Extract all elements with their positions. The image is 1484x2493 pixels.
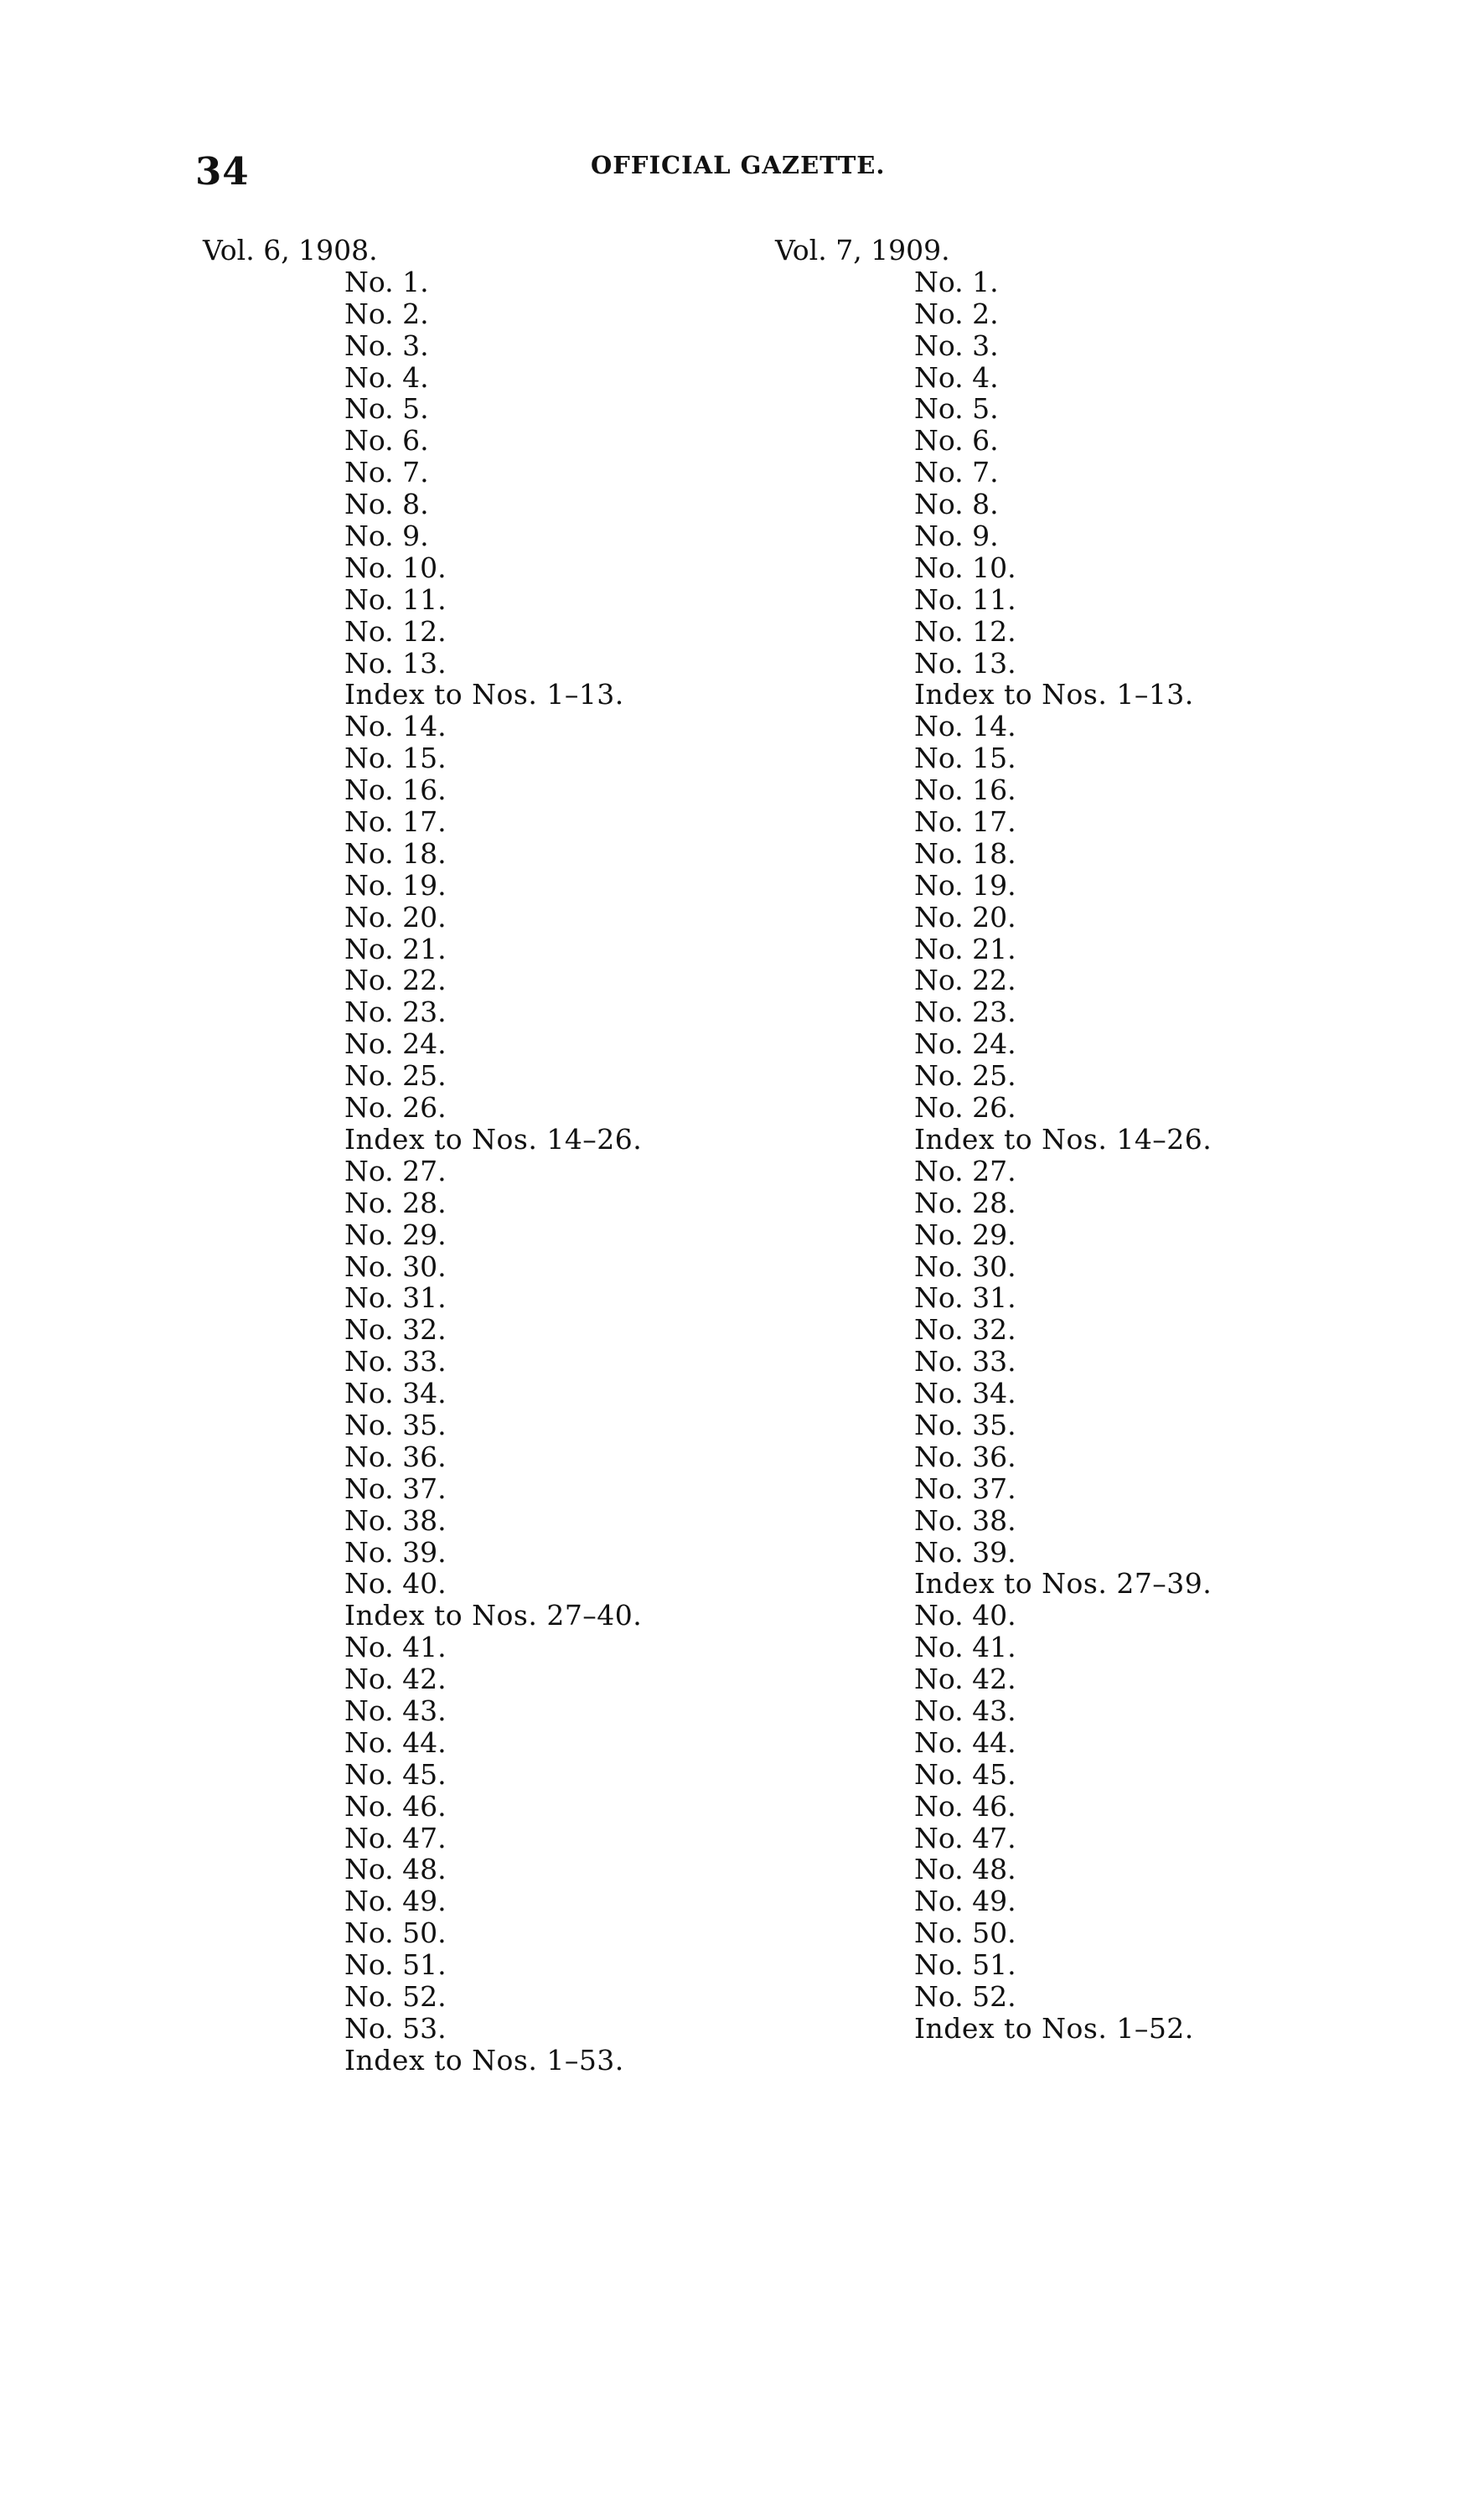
issue-entry: No. 51. [914, 1948, 1016, 1982]
issue-entry: No. 23. [344, 996, 447, 1029]
issue-entry: No. 29. [344, 1218, 447, 1251]
issue-entry: No. 8. [344, 488, 429, 521]
index-entry: Index to Nos. 27–39. [914, 1567, 1213, 1601]
issue-entry: No. 49. [344, 1885, 447, 1918]
issue-entry: No. 15. [914, 742, 1016, 775]
issue-entry: No. 19. [344, 868, 447, 902]
issue-entry: No. 32. [914, 1313, 1016, 1347]
issue-entry: No. 9. [344, 520, 429, 553]
issue-entry: No. 11. [914, 582, 1016, 616]
issue-list [775, 266, 1212, 2045]
issue-entry: No. 47. [914, 1821, 1016, 1854]
issue-entry: No. 30. [914, 1249, 1016, 1283]
index-entry: Index to Nos. 14–26. [914, 1122, 1213, 1156]
issue-entry: No. 16. [344, 773, 447, 807]
issue-entry: No. 20. [914, 900, 1016, 934]
issue-entry: No. 35. [344, 1408, 447, 1441]
issue-entry: No. 45. [344, 1757, 447, 1791]
issue-entry: No. 40. [344, 1567, 447, 1601]
issue-entry: No. 28. [344, 1186, 447, 1219]
issue-entry: No. 48. [914, 1853, 1016, 1886]
issue-entry: No. 52. [914, 1979, 1016, 2013]
issue-entry: No. 47. [344, 1821, 447, 1854]
page-title: OFFICIAL GAZETTE. [591, 151, 886, 179]
issue-entry: No. 1. [344, 265, 429, 298]
issue-entry: No. 33. [914, 1345, 1016, 1378]
issue-entry: No. 13. [344, 646, 447, 680]
issue-entry: No. 38. [344, 1503, 447, 1537]
issue-entry: No. 3. [344, 328, 429, 362]
issue-entry: No. 19. [914, 868, 1016, 902]
issue-entry: No. 6. [344, 424, 429, 458]
issue-entry: No. 25. [914, 1059, 1016, 1093]
issue-entry: No. 40. [914, 1599, 1016, 1632]
issue-entry: No. 44. [344, 1725, 447, 1759]
issue-entry: No. 37. [914, 1471, 1016, 1505]
issue-entry: No. 36. [344, 1440, 447, 1473]
issue-entry: No. 17. [914, 805, 1016, 839]
issue-entry: No. 8. [914, 488, 999, 521]
issue-entry: No. 45. [914, 1757, 1016, 1791]
issue-entry: No. 38. [914, 1503, 1016, 1537]
issue-entry: No. 32. [344, 1313, 447, 1347]
issue-list [203, 266, 642, 2077]
issue-entry: No. 6. [914, 424, 999, 458]
issue-entry: No. 29. [914, 1218, 1016, 1251]
issue-entry: No. 16. [914, 773, 1016, 807]
volume-6-list [203, 235, 642, 2077]
issue-entry: No. 1. [914, 265, 999, 298]
issue-entry: No. 52. [344, 1979, 447, 2013]
issue-entry: No. 50. [344, 1916, 447, 1950]
issue-entry: No. 50. [914, 1916, 1016, 1950]
issue-entry: No. 37. [344, 1471, 447, 1505]
issue-entry: No. 46. [914, 1789, 1016, 1823]
issue-entry: No. 13. [914, 646, 1016, 680]
index-entry: Index to Nos. 27–40. [344, 1599, 643, 1632]
page-number: 34 [195, 149, 250, 194]
issue-entry: No. 24. [344, 1027, 447, 1061]
issue-entry: No. 5. [914, 392, 999, 426]
issue-entry: No. 11. [344, 582, 447, 616]
issue-entry: No. 22. [914, 964, 1016, 997]
issue-entry: No. 23. [914, 996, 1016, 1029]
issue-entry: No. 17. [344, 805, 447, 839]
volume-7-list [775, 235, 1212, 2045]
volume-heading: Vol. 7, 1909. [775, 234, 950, 266]
issue-entry: No. 41. [344, 1631, 447, 1664]
index-entry: Index to Nos. 1–13. [344, 678, 624, 711]
issue-entry: No. 41. [914, 1631, 1016, 1664]
issue-entry: No. 7. [914, 456, 999, 489]
issue-entry: No. 36. [914, 1440, 1016, 1473]
issue-entry: No. 43. [344, 1694, 447, 1727]
issue-entry: No. 42. [914, 1663, 1016, 1696]
issue-entry: No. 2. [914, 297, 999, 330]
issue-entry: No. 44. [914, 1725, 1016, 1759]
issue-entry: No. 7. [344, 456, 429, 489]
issue-entry: No. 35. [914, 1408, 1016, 1441]
issue-entry: No. 27. [914, 1154, 1016, 1187]
issue-entry: No. 18. [344, 836, 447, 870]
issue-entry: No. 12. [914, 614, 1016, 648]
issue-entry: No. 51. [344, 1948, 447, 1982]
issue-entry: No. 31. [344, 1281, 447, 1315]
issue-entry: No. 9. [914, 520, 999, 553]
issue-entry: No. 34. [914, 1377, 1016, 1410]
index-entry: Index to Nos. 1–53. [344, 2043, 624, 2077]
issue-entry: No. 25. [344, 1059, 447, 1093]
issue-entry: No. 27. [344, 1154, 447, 1187]
issue-entry: No. 26. [344, 1091, 447, 1125]
volume-heading: Vol. 6, 1908. [203, 234, 378, 266]
issue-entry: No. 14. [914, 710, 1016, 743]
issue-entry: No. 4. [344, 360, 429, 394]
issue-entry: No. 10. [914, 551, 1016, 584]
issue-entry: No. 21. [914, 932, 1016, 965]
issue-entry: No. 2. [344, 297, 429, 330]
issue-entry: No. 15. [344, 742, 447, 775]
issue-entry: No. 28. [914, 1186, 1016, 1219]
issue-entry: No. 26. [914, 1091, 1016, 1125]
issue-entry: No. 39. [914, 1535, 1016, 1569]
issue-entry: No. 43. [914, 1694, 1016, 1727]
issue-entry: No. 3. [914, 328, 999, 362]
issue-entry: No. 12. [344, 614, 447, 648]
index-entry: Index to Nos. 1–13. [914, 678, 1194, 711]
issue-entry: No. 49. [914, 1885, 1016, 1918]
issue-entry: No. 20. [344, 900, 447, 934]
issue-entry: No. 10. [344, 551, 447, 584]
issue-entry: No. 14. [344, 710, 447, 743]
issue-entry: No. 46. [344, 1789, 447, 1823]
issue-entry: No. 18. [914, 836, 1016, 870]
index-entry: Index to Nos. 14–26. [344, 1122, 643, 1156]
issue-entry: No. 53. [344, 2011, 447, 2045]
issue-entry: No. 5. [344, 392, 429, 426]
issue-entry: No. 33. [344, 1345, 447, 1378]
issue-entry: No. 34. [344, 1377, 447, 1410]
issue-entry: No. 22. [344, 964, 447, 997]
issue-entry: No. 31. [914, 1281, 1016, 1315]
issue-entry: No. 24. [914, 1027, 1016, 1061]
issue-entry: No. 4. [914, 360, 999, 394]
issue-entry: No. 42. [344, 1663, 447, 1696]
issue-entry: No. 39. [344, 1535, 447, 1569]
issue-entry: No. 48. [344, 1853, 447, 1886]
issue-entry: No. 30. [344, 1249, 447, 1283]
issue-entry: No. 21. [344, 932, 447, 965]
index-entry: Index to Nos. 1–52. [914, 2011, 1194, 2045]
